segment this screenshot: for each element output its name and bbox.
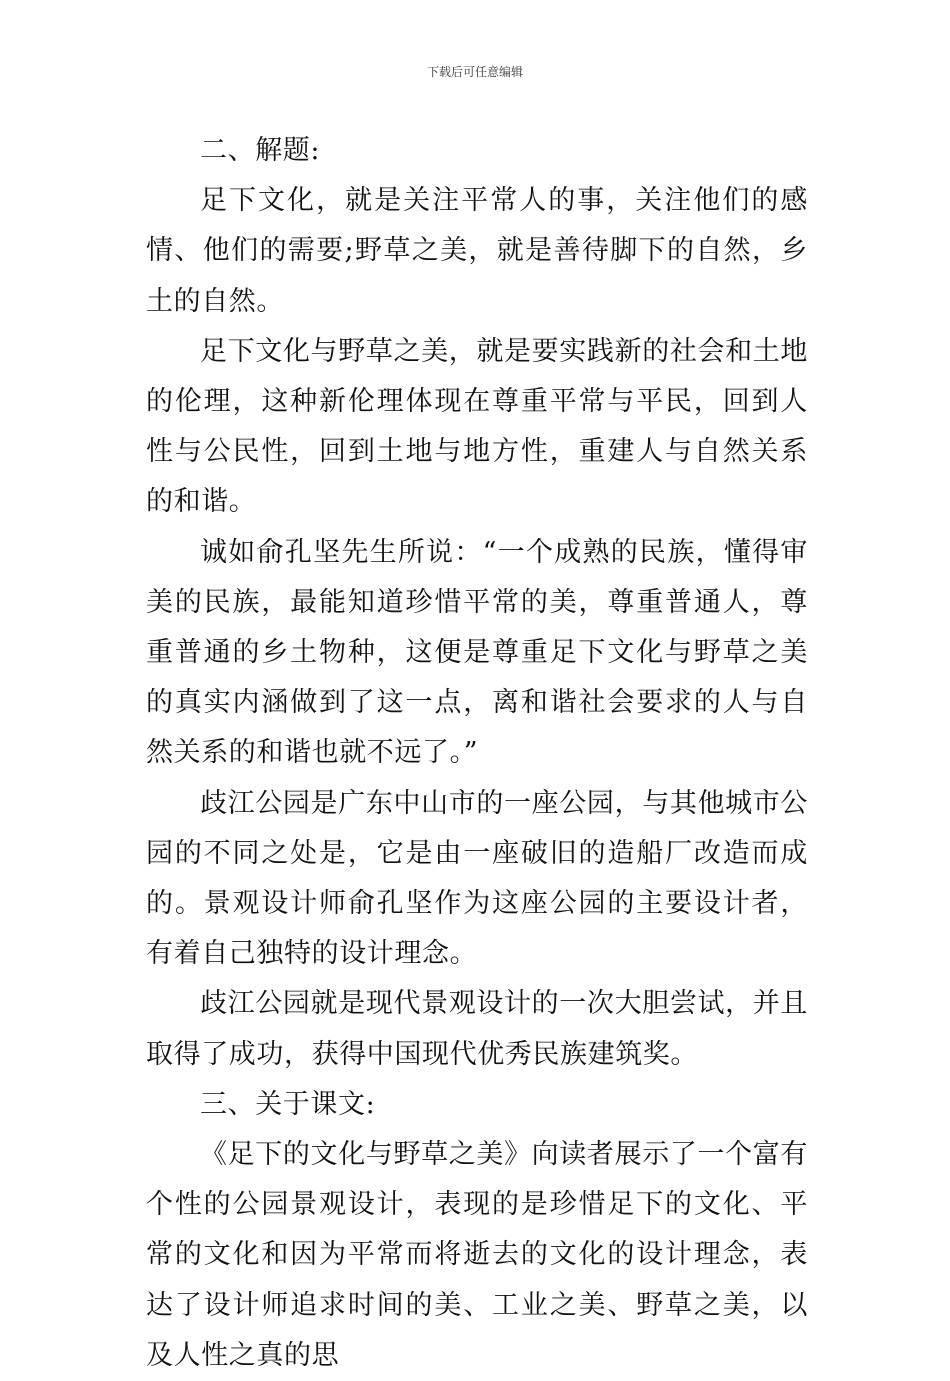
paragraph: 足下文化与野草之美，就是要实践新的社会和土地的伦理，这种新伦理体现在尊重平常与平民，回到人性与公民性，回到土地与地方性，重建人与自然关系的和谐。 xyxy=(146,335,808,518)
paragraph: 歧江公园是广东中山市的一座公园，与其他城市公园的不同之处是，它是由一座破旧的造船厂改造而成的。景观设计师俞孔坚作为这座公园的主要设计者，有着自己独特的设计理念。 xyxy=(146,787,808,970)
paragraph: 歧江公园就是现代景观设计的一次大胆尝试，并且取得了成功，获得中国现代优秀民族建筑奖。 xyxy=(146,988,808,1070)
paragraph: 诚如俞孔坚先生所说：“一个成熟的民族，懂得审美的民族，最能知道珍惜平常的美，尊重普通人，尊重普通的乡土物种，这便是尊重足下文化与野草之美的真实内涵做到了这一点，离和谐社会要求的人与自然关系的和谐也就不远了。” xyxy=(146,536,808,769)
page-header: 下载后可任意编辑 xyxy=(426,65,523,79)
section-heading-jieti: 二、解题: xyxy=(200,135,321,166)
document-body xyxy=(146,126,808,1381)
paragraph: 足下文化，就是关注平常人的事，关注他们的感情、他们的需要;野草之美，就是善待脚下的自然，乡土的自然。 xyxy=(146,185,808,317)
paragraph: 《足下的文化与野草之美》向读者展示了一个富有个性的公园景观设计，表现的是珍惜足下的文化、平常的文化和因为平常而将逝去的文化的设计理念，表达了设计师追求时间的美、工业之美、野草之美，以及人性之真的思 xyxy=(146,1139,808,1371)
section-heading-kewen: 三、关于课文: xyxy=(200,1088,376,1120)
